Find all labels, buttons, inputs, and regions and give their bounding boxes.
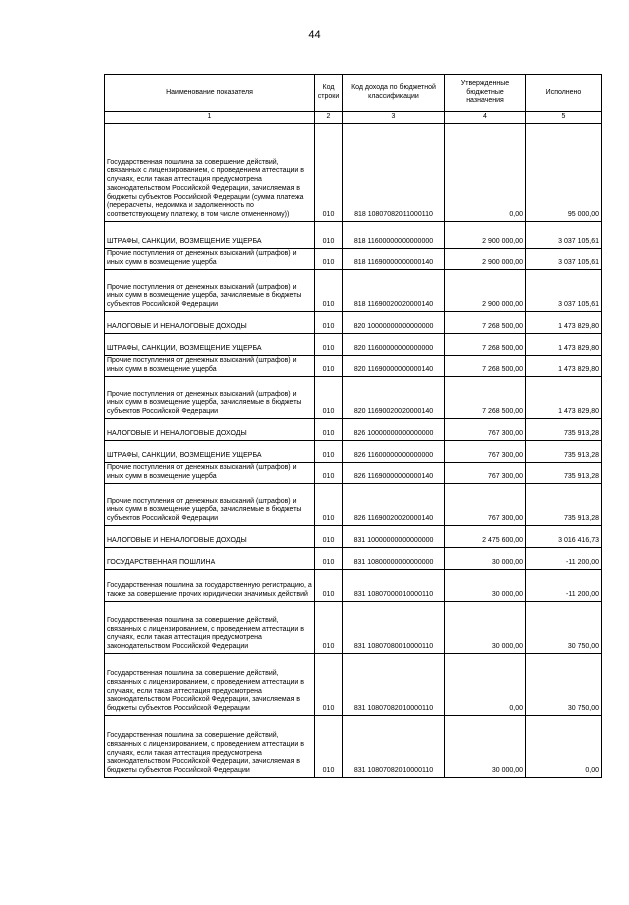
column-number: 2	[315, 112, 343, 124]
column-number-row	[105, 112, 602, 124]
indicator-name-cell: НАЛОГОВЫЕ И НЕНАЛОГОВЫЕ ДОХОДЫ	[105, 311, 315, 333]
approved-amount-cell: 7 268 500,00	[445, 333, 526, 355]
line-code-cell: 010	[315, 418, 343, 440]
indicator-name-cell: Прочие поступления от денежных взысканий (штрафов) и иных сумм в возмещение ущерба	[105, 462, 315, 483]
table-row	[105, 601, 602, 653]
executed-amount-cell: 735 913,28	[526, 462, 602, 483]
header-line-code: Код строки	[315, 75, 343, 112]
executed-amount-cell: 735 913,28	[526, 440, 602, 462]
indicator-name-cell: Государственная пошлина за государственную регистрацию, а также за совершение прочих юридически значимых действий	[105, 569, 315, 601]
indicator-name-cell: НАЛОГОВЫЕ И НЕНАЛОГОВЫЕ ДОХОДЫ	[105, 418, 315, 440]
header-executed: Исполнено	[526, 75, 602, 112]
approved-amount-cell: 767 300,00	[445, 483, 526, 525]
table-row	[105, 248, 602, 269]
table-row	[105, 483, 602, 525]
line-code-cell: 010	[315, 333, 343, 355]
line-code-cell: 010	[315, 547, 343, 569]
executed-amount-cell: 30 750,00	[526, 601, 602, 653]
table-row	[105, 123, 602, 221]
header-budget-code: Код дохода по бюджетной классификации	[343, 75, 445, 112]
executed-amount-cell: 3 016 416,73	[526, 525, 602, 547]
table-row	[105, 569, 602, 601]
approved-amount-cell: 7 268 500,00	[445, 376, 526, 418]
table-row	[105, 311, 602, 333]
approved-amount-cell: 767 300,00	[445, 462, 526, 483]
approved-amount-cell: 2 900 000,00	[445, 248, 526, 269]
executed-amount-cell: 1 473 829,80	[526, 376, 602, 418]
line-code-cell: 010	[315, 376, 343, 418]
executed-amount-cell: 735 913,28	[526, 418, 602, 440]
executed-amount-cell: 1 473 829,80	[526, 355, 602, 376]
column-number: 5	[526, 112, 602, 124]
line-code-cell: 010	[315, 483, 343, 525]
indicator-name-cell: Государственная пошлина за совершение действий, связанных с лицензированием, с проведением аттестации в случаях, если такая аттестация предусмотрена законодательством Российской Федерации, зачисляемая в бюджеты субъектов Российской Федерации (сумма платежа (перерасчеты, недоимка и задолженность по соответствующему платежу, в том числе отмененному))	[105, 123, 315, 221]
indicator-name-cell: Прочие поступления от денежных взысканий (штрафов) и иных сумм в возмещение ущерба	[105, 355, 315, 376]
table-row	[105, 376, 602, 418]
header-approved: Утвержденные бюджетные назначения	[445, 75, 526, 112]
budget-code-cell: 818 11600000000000000	[343, 221, 445, 248]
line-code-cell: 010	[315, 462, 343, 483]
indicator-name-cell: ШТРАФЫ, САНКЦИИ, ВОЗМЕЩЕНИЕ УЩЕРБА	[105, 333, 315, 355]
budget-code-cell: 831 10800000000000000	[343, 547, 445, 569]
indicator-name-cell: Прочие поступления от денежных взысканий (штрафов) и иных сумм в возмещение ущерба, зачисляемые в бюджеты субъектов Российской Федерации	[105, 483, 315, 525]
line-code-cell: 010	[315, 653, 343, 715]
budget-code-cell: 820 11690020020000140	[343, 376, 445, 418]
table-row	[105, 653, 602, 715]
budget-code-cell: 831 10000000000000000	[343, 525, 445, 547]
indicator-name-cell: Государственная пошлина за совершение действий, связанных с лицензированием, с проведением аттестации в случаях, если такая аттестация предусмотрена законодательством Российской Федерации, зачисляемая в бюджеты субъектов Российской Федерации	[105, 715, 315, 777]
budget-code-cell: 820 11690000000000140	[343, 355, 445, 376]
table-row	[105, 440, 602, 462]
budget-code-cell: 820 10000000000000000	[343, 311, 445, 333]
indicator-name-cell: Государственная пошлина за совершение действий, связанных с лицензированием, с проведением аттестации в случаях, если такая аттестация предусмотрена законодательством Российской Федерации	[105, 601, 315, 653]
executed-amount-cell: 95 000,00	[526, 123, 602, 221]
approved-amount-cell: 2 900 000,00	[445, 269, 526, 311]
line-code-cell: 010	[315, 601, 343, 653]
line-code-cell: 010	[315, 715, 343, 777]
budget-code-cell: 826 10000000000000000	[343, 418, 445, 440]
indicator-name-cell: ШТРАФЫ, САНКЦИИ, ВОЗМЕЩЕНИЕ УЩЕРБА	[105, 440, 315, 462]
executed-amount-cell: 735 913,28	[526, 483, 602, 525]
table-row	[105, 333, 602, 355]
table-row	[105, 269, 602, 311]
line-code-cell: 010	[315, 123, 343, 221]
approved-amount-cell: 30 000,00	[445, 547, 526, 569]
approved-amount-cell: 2 900 000,00	[445, 221, 526, 248]
executed-amount-cell: -11 200,00	[526, 569, 602, 601]
approved-amount-cell: 0,00	[445, 123, 526, 221]
indicator-name-cell: Прочие поступления от денежных взысканий (штрафов) и иных сумм в возмещение ущерба	[105, 248, 315, 269]
executed-amount-cell: 1 473 829,80	[526, 333, 602, 355]
approved-amount-cell: 30 000,00	[445, 715, 526, 777]
header-indicator-name: Наименование показателя	[105, 75, 315, 112]
budget-code-cell: 831 10807082010000110	[343, 653, 445, 715]
indicator-name-cell: Прочие поступления от денежных взысканий (штрафов) и иных сумм в возмещение ущерба, зачисляемые в бюджеты субъектов Российской Федерации	[105, 376, 315, 418]
column-number: 4	[445, 112, 526, 124]
table-row	[105, 715, 602, 777]
budget-code-cell: 831 10807082010000110	[343, 715, 445, 777]
table-row	[105, 221, 602, 248]
budget-code-cell: 831 10807000010000110	[343, 569, 445, 601]
approved-amount-cell: 7 268 500,00	[445, 311, 526, 333]
executed-amount-cell: 3 037 105,61	[526, 221, 602, 248]
approved-amount-cell: 0,00	[445, 653, 526, 715]
executed-amount-cell: -11 200,00	[526, 547, 602, 569]
approved-amount-cell: 2 475 600,00	[445, 525, 526, 547]
budget-code-cell: 818 11690000000000140	[343, 248, 445, 269]
executed-amount-cell: 3 037 105,61	[526, 248, 602, 269]
budget-code-cell: 820 11600000000000000	[343, 333, 445, 355]
approved-amount-cell: 767 300,00	[445, 440, 526, 462]
line-code-cell: 010	[315, 269, 343, 311]
column-number: 3	[343, 112, 445, 124]
page-number: 44	[308, 29, 321, 41]
indicator-name-cell: ШТРАФЫ, САНКЦИИ, ВОЗМЕЩЕНИЕ УЩЕРБА	[105, 221, 315, 248]
approved-amount-cell: 7 268 500,00	[445, 355, 526, 376]
table-header-row	[105, 75, 602, 112]
indicator-name-cell: Государственная пошлина за совершение действий, связанных с лицензированием, с проведением аттестации в случаях, если такая аттестация предусмотрена законодательством Российской Федерации, зачисляемая в бюджеты субъектов Российской Федерации	[105, 653, 315, 715]
line-code-cell: 010	[315, 311, 343, 333]
executed-amount-cell: 1 473 829,80	[526, 311, 602, 333]
indicator-name-cell: НАЛОГОВЫЕ И НЕНАЛОГОВЫЕ ДОХОДЫ	[105, 525, 315, 547]
table-row	[105, 418, 602, 440]
approved-amount-cell: 767 300,00	[445, 418, 526, 440]
table-row	[105, 547, 602, 569]
executed-amount-cell: 3 037 105,61	[526, 269, 602, 311]
revenue-table	[104, 74, 602, 778]
executed-amount-cell: 30 750,00	[526, 653, 602, 715]
line-code-cell: 010	[315, 440, 343, 462]
table-row	[105, 525, 602, 547]
line-code-cell: 010	[315, 221, 343, 248]
budget-code-cell: 818 10807082011000110	[343, 123, 445, 221]
approved-amount-cell: 30 000,00	[445, 569, 526, 601]
table-row	[105, 355, 602, 376]
budget-code-cell: 818 11690020020000140	[343, 269, 445, 311]
budget-code-cell: 826 11690020020000140	[343, 483, 445, 525]
table-row	[105, 462, 602, 483]
indicator-name-cell: ГОСУДАРСТВЕННАЯ ПОШЛИНА	[105, 547, 315, 569]
line-code-cell: 010	[315, 525, 343, 547]
budget-code-cell: 831 10807080010000110	[343, 601, 445, 653]
line-code-cell: 010	[315, 248, 343, 269]
budget-code-cell: 826 11690000000000140	[343, 462, 445, 483]
executed-amount-cell: 0,00	[526, 715, 602, 777]
line-code-cell: 010	[315, 569, 343, 601]
indicator-name-cell: Прочие поступления от денежных взысканий (штрафов) и иных сумм в возмещение ущерба, зачисляемые в бюджеты субъектов Российской Федерации	[105, 269, 315, 311]
budget-code-cell: 826 11600000000000000	[343, 440, 445, 462]
column-number: 1	[105, 112, 315, 124]
line-code-cell: 010	[315, 355, 343, 376]
approved-amount-cell: 30 000,00	[445, 601, 526, 653]
